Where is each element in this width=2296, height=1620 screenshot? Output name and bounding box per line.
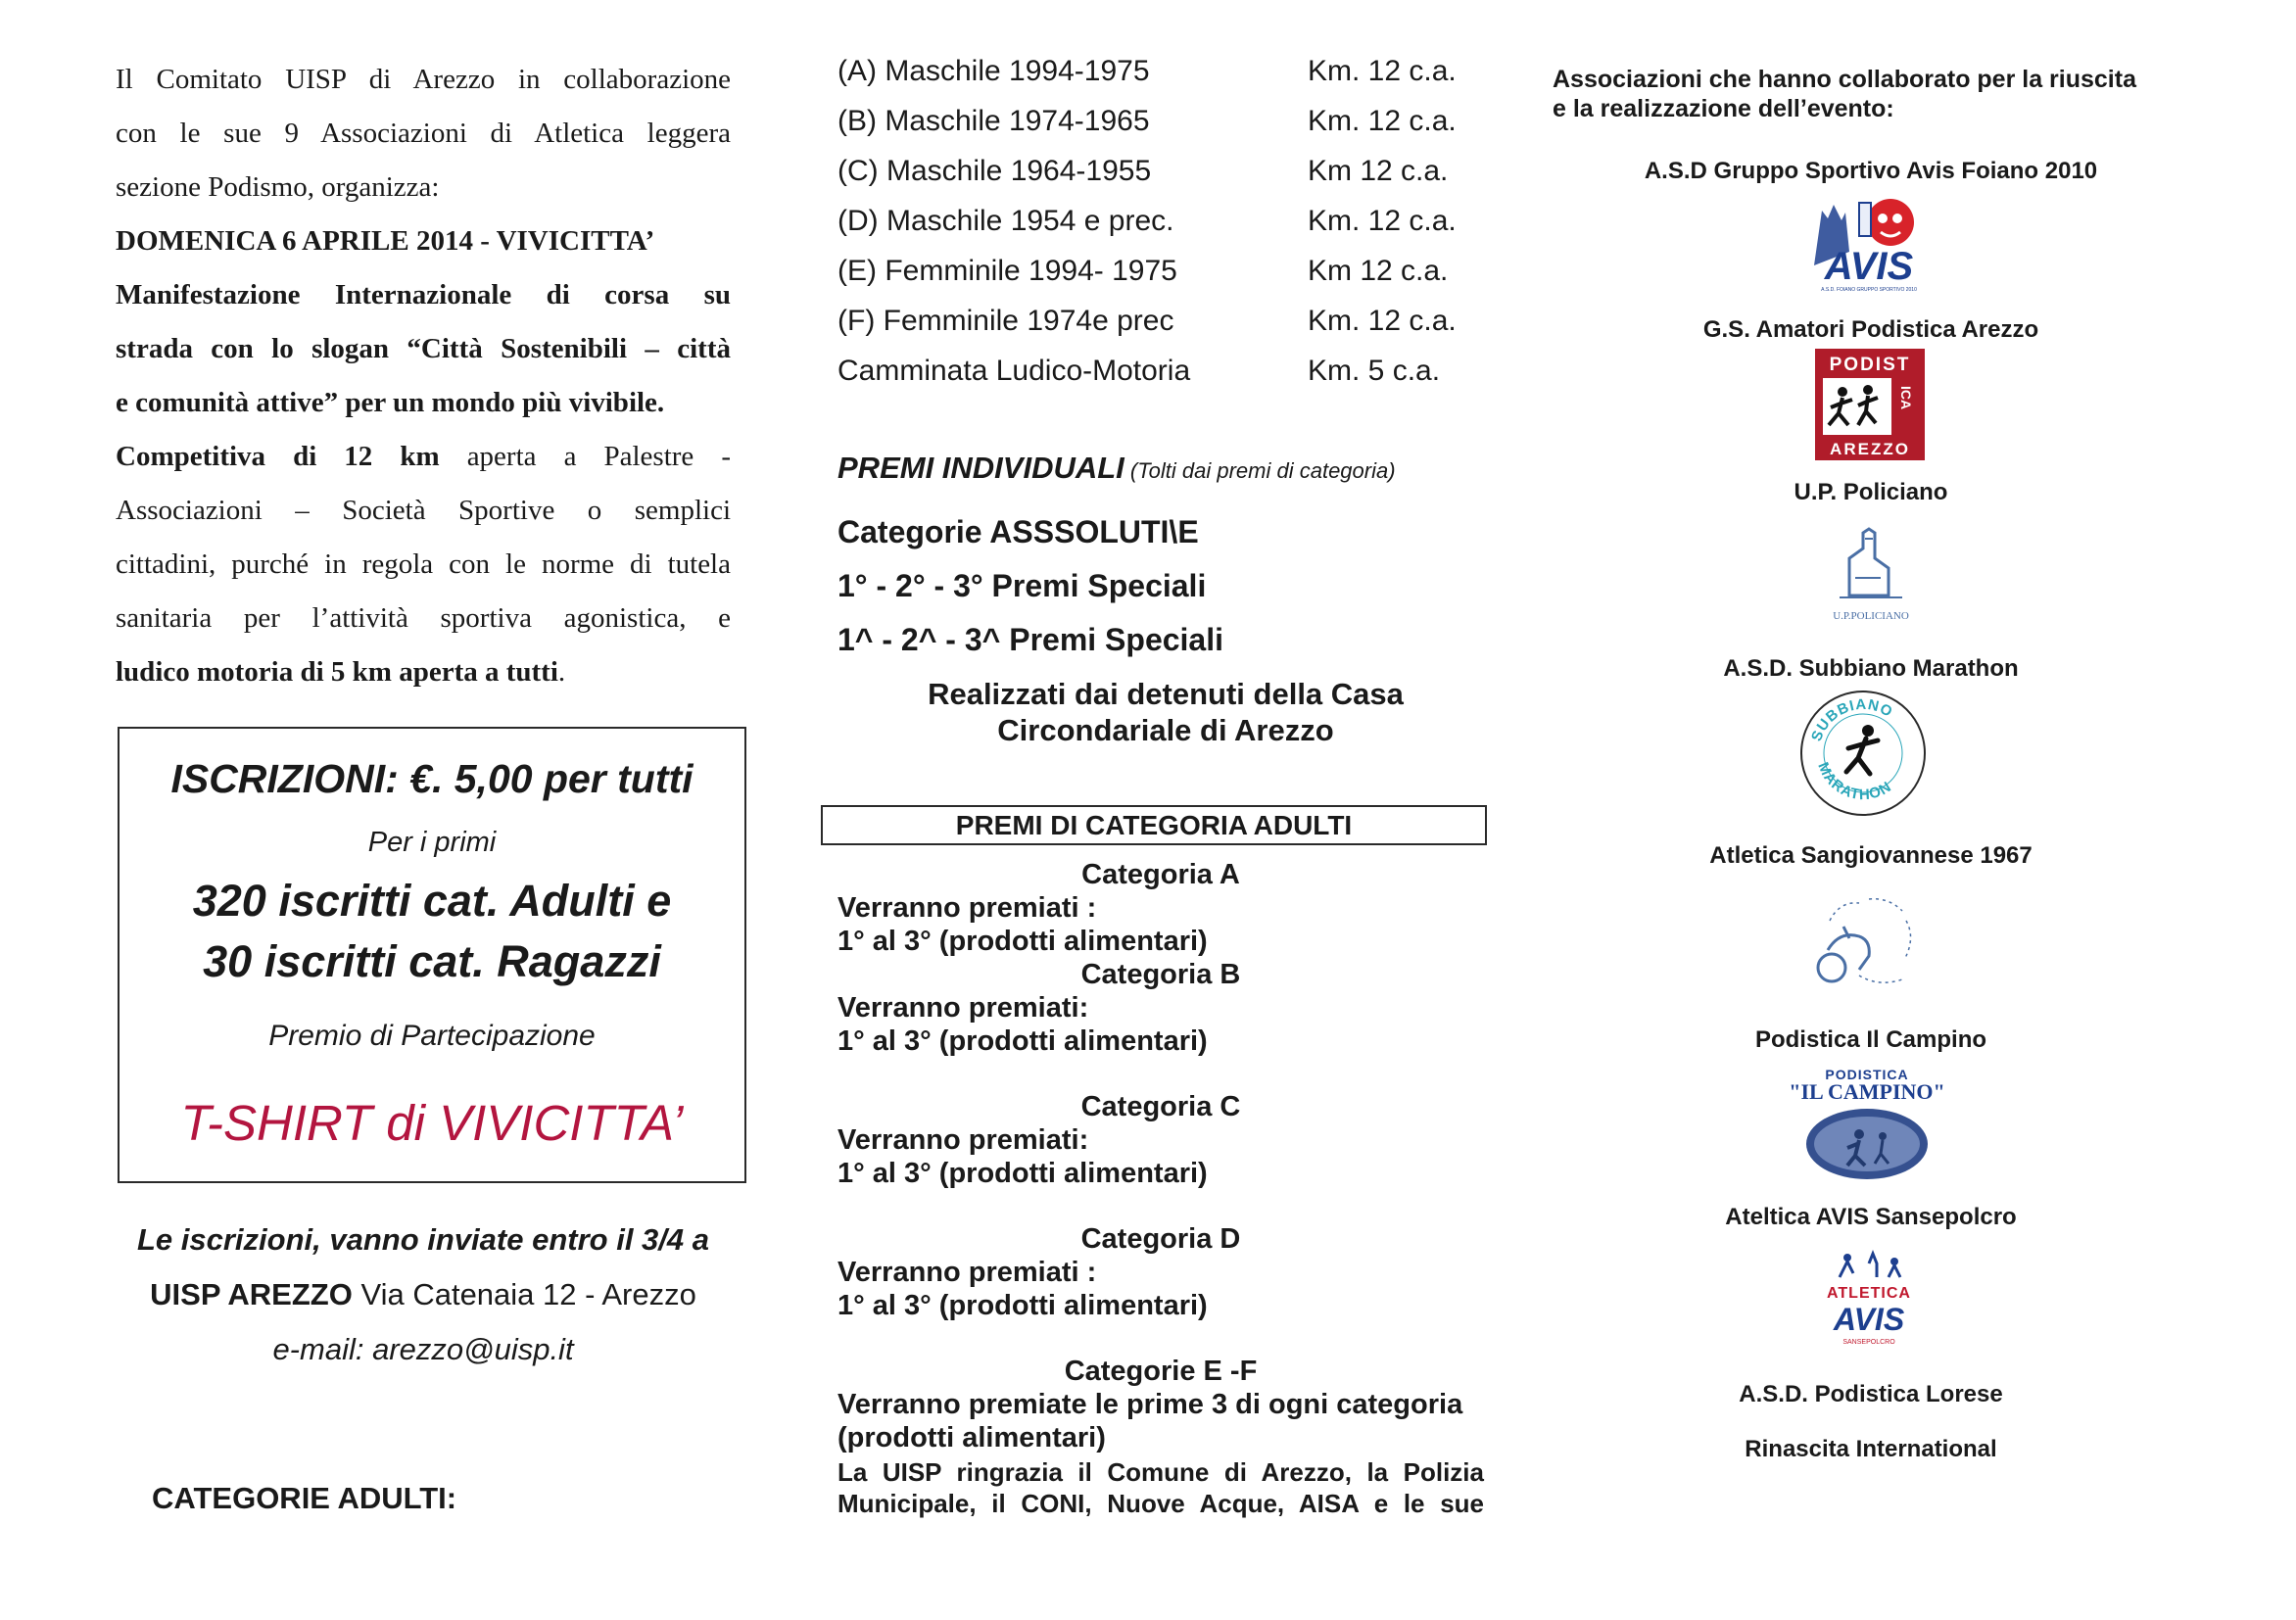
subbiano-logo-top: SUBBIANO (1807, 695, 1896, 744)
address-line (116, 1267, 731, 1322)
intro-bold: ludico motoria di 5 km aperta a tutti (116, 656, 558, 688)
iscrizioni-title: ISCRIZIONI: €. 5,00 per tutti (170, 756, 694, 801)
atletica-logo-word: ATLETICA (1827, 1285, 1911, 1302)
intro-line: Manifestazione Internazionale di corsa su (116, 279, 731, 310)
premi-individuali-title: PREMI INDIVIDUALI (837, 451, 1124, 485)
category-row (837, 305, 1464, 355)
category-distance: Km. 12 c.a. (1308, 305, 1457, 337)
premi-line: 1° - 2° - 3° Premi Speciali (837, 568, 1207, 603)
thanks-line: Municipale, il CONI, Nuove Acque, AISA e le sue (837, 1489, 1484, 1518)
category-row (837, 205, 1464, 255)
subbiano-logo-bottom: MARATHON (1814, 759, 1895, 804)
pca-line: 1° al 3° (prodotti alimentari) (837, 926, 1208, 957)
association-name: Rinascita International (1745, 1436, 1997, 1462)
deadline-info (116, 1213, 731, 1377)
category-distance: Km. 12 c.a. (1308, 205, 1457, 237)
premi-individuali-list (837, 505, 1223, 667)
pca-line: Verranno premiati : (837, 1257, 1097, 1288)
association-name: Ateltica AVIS Sansepolcro (1725, 1204, 2017, 1230)
email-address: e-mail: arezzo@uisp.it (272, 1332, 574, 1366)
address: Via Catenaia 12 - Arezzo (352, 1277, 696, 1311)
premi-line: Categorie ASSSOLUTI\E (837, 514, 1199, 549)
premi-real-line: Circondariale di Arezzo (997, 713, 1334, 747)
category-b-title: Categoria B (1080, 959, 1241, 990)
podistica-logo-bottom: AREZZO (1830, 440, 1910, 458)
policiano-logo (1810, 519, 1932, 627)
association-name: G.S. Amatori Podistica Arezzo (1702, 316, 2039, 343)
association-name: Podistica Il Campino (1754, 1026, 1987, 1053)
intro-rest: aperta a Palestre - (439, 441, 731, 472)
association-name: A.S.D Gruppo Sportivo Avis Foiano 2010 (1644, 158, 2098, 184)
podistica-logo-side: ICA (1898, 385, 1914, 410)
avis-foiano-logo (1800, 193, 1937, 295)
pca-line: Verranno premiate le prime 3 di ogni categoria (837, 1389, 1463, 1420)
intro-line: Associazioni – Società Sportive o semplici (116, 495, 731, 526)
iscrizioni-ragazzi: 30 iscritti cat. Ragazzi (203, 936, 661, 986)
premi-realizzati (837, 676, 1494, 748)
intro-line: cittadini, purché in regola con le norme di tutela (116, 548, 731, 580)
event-date-title: DOMENICA 6 APRILE 2014 - VIVICITTA’ (116, 225, 655, 257)
association-name: U.P. Policiano (1794, 479, 1948, 505)
iscrizioni-premio: Premio di Partecipazione (268, 1020, 596, 1052)
category-c-title: Categoria C (1080, 1091, 1241, 1122)
intro-line (116, 430, 731, 484)
category-row (837, 355, 1464, 405)
premi-individuali-note: (Tolti dai premi di categoria) (1124, 458, 1396, 483)
iscrizioni-adulti: 320 iscritti cat. Adulti e (192, 876, 672, 926)
intro-line (116, 645, 731, 699)
premi-individuali-heading (837, 451, 1396, 486)
sangiovannese-logo (1800, 881, 1930, 999)
pca-line: 1° al 3° (prodotti alimentari) (837, 1025, 1208, 1057)
intro-line: sanitaria per l’attività sportiva agonistica, e (116, 602, 731, 634)
intro-text (116, 53, 731, 699)
thanks-line: La UISP ringrazia il Comune di Arezzo, la Polizia (837, 1457, 1484, 1487)
associazioni-intro-line: Associazioni che hanno collaborato per la riuscita (1553, 66, 2136, 93)
category-distance: Km. 12 c.a. (1308, 55, 1457, 87)
atletica-avis-sansepolcro-logo (1820, 1244, 1918, 1352)
podistica-logo-top: PODIST (1829, 355, 1911, 375)
category-name: (D) Maschile 1954 e prec. (837, 205, 1174, 237)
intro-line: e comunità attive” per un mondo più vivibile. (116, 387, 665, 418)
pca-line: (prodotti alimentari) (837, 1422, 1106, 1453)
premi-line: 1^ - 2^ - 3^ Premi Speciali (837, 622, 1223, 657)
subbiano-marathon-logo (1797, 688, 1929, 819)
category-row (837, 155, 1464, 205)
association-name: A.S.D. Subbiano Marathon (1723, 655, 2019, 682)
category-name: (C) Maschile 1964-1955 (837, 155, 1152, 187)
category-d-title: Categoria D (1080, 1223, 1241, 1255)
pca-line: 1° al 3° (prodotti alimentari) (837, 1290, 1208, 1321)
thanks-text (837, 1456, 1484, 1519)
campino-logo-name: "IL CAMPINO" (1789, 1079, 1945, 1104)
intro-line: sezione Podismo, organizza: (116, 171, 440, 203)
intro-line: strada con lo slogan “Città Sostenibili – città (116, 333, 731, 364)
iscrizioni-sub: Per i primi (367, 827, 497, 858)
categories-table (837, 55, 1464, 405)
atletica-logo-small: SANSEPOLCRO (1842, 1339, 1895, 1346)
pca-line: 1° al 3° (prodotti alimentari) (837, 1158, 1208, 1189)
campino-logo-top: PODISTICA (1825, 1067, 1909, 1082)
category-distance: Km. 5 c.a. (1308, 355, 1441, 387)
podistica-arezzo-logo (1815, 349, 1925, 460)
category-name: (B) Maschile 1974-1965 (837, 105, 1150, 137)
policiano-logo-text: U.P.POLICIANO (1833, 610, 1909, 622)
association-name: A.S.D. Podistica Lorese (1739, 1381, 2003, 1407)
premi-real-line: Realizzati dai detenuti della Casa (928, 677, 1404, 711)
avis-logo-text: AVIS (1824, 245, 1914, 288)
category-distance: Km 12 c.a. (1308, 155, 1449, 187)
pca-line: Verranno premiati: (837, 1124, 1089, 1156)
category-name: (E) Femminile 1994- 1975 (837, 255, 1177, 287)
category-distance: Km. 12 c.a. (1308, 105, 1457, 137)
intro-bold: Competitiva di 12 km (116, 441, 440, 472)
intro-line: con le sue 9 Associazioni di Atletica leggera (116, 118, 731, 149)
avis-logo-small: A.S.D. FOIANO GRUPPO SPORTIVO 2010 (1821, 287, 1917, 293)
category-name: (A) Maschile 1994-1975 (837, 55, 1150, 87)
premi-categoria-title: PREMI DI CATEGORIA ADULTI (821, 805, 1487, 845)
premi-categoria-content (837, 858, 1484, 1519)
category-name: Camminata Ludico-Motoria (837, 355, 1191, 387)
intro-line: Il Comitato UISP di Arezzo in collaborazione (116, 64, 731, 95)
org-name: UISP AREZZO (150, 1277, 353, 1311)
category-row (837, 255, 1464, 305)
atletica-logo-avis: AVIS (1833, 1302, 1905, 1337)
campino-logo (1789, 1066, 1945, 1183)
intro-rest: . (557, 656, 566, 688)
category-ef-title: Categorie E -F (1064, 1356, 1258, 1387)
iscrizioni-box (118, 727, 746, 1183)
pca-line: Verranno premiati : (837, 892, 1097, 924)
category-a-title: Categoria A (1081, 859, 1240, 890)
categorie-adulti-heading: CATEGORIE ADULTI: (152, 1481, 457, 1515)
category-row (837, 105, 1464, 155)
category-row (837, 55, 1464, 105)
category-distance: Km 12 c.a. (1308, 255, 1449, 287)
category-name: (F) Femminile 1974e prec (837, 305, 1174, 337)
tshirt-prize: T-SHIRT di VIVICITTA’ (180, 1095, 684, 1151)
association-name: Atletica Sangiovannese 1967 (1709, 842, 2033, 869)
pca-line: Verranno premiati: (837, 992, 1089, 1024)
deadline-line: Le iscrizioni, vanno inviate entro il 3/4 a (136, 1222, 709, 1257)
associazioni-intro-line: e la realizzazione dell’evento: (1553, 95, 1894, 122)
associazioni-intro (1553, 65, 2199, 123)
